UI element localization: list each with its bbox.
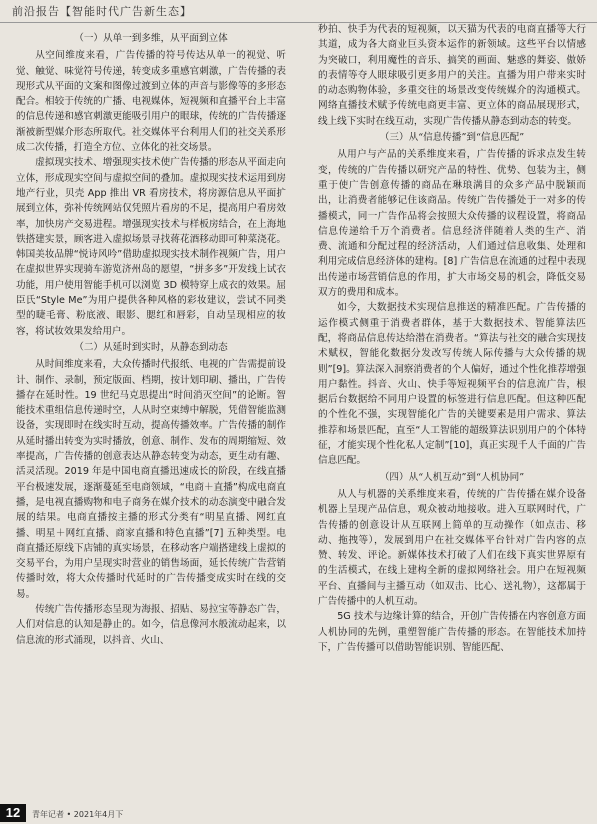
paragraph: 传统广告传播形态呈现为海报、招贴、易拉宝等静态广告，人们对信息的认知是静止的。如今，信息像河水般流动起来，以信息流的形式涌现，以抖音、火山、 xyxy=(16,603,286,646)
journal-info: 青年记者 • 2021年4月下 xyxy=(32,810,124,819)
page-number: 12 xyxy=(0,804,26,822)
paragraph: 从空间维度来看，广告传播的符号传达从单一的视觉、听觉、触觉、味觉符号传递，转变成多重感官刺激，广告传播的表现形式从平面的文案和图像过渡到立体的声音与影像等的多形态配合。相较于传统的广播、电视媒体，短视频和直播平台上丰富的信息传递和感官刺激更能吸引用户的眼球，传统的广告传播逐渐被新型媒介形态所取代。社交媒体平台利用人们的社交关系形成二次传播，打造全方位、立体化的社交场景。 xyxy=(16,50,286,154)
page-header xyxy=(0,0,597,23)
section-heading: （二）从延时到实时，从静态到动态 xyxy=(74,341,228,353)
section-heading: （一）从单一到多维，从平面到立体 xyxy=(74,33,228,44)
paragraph: 虚拟现实技术、增强现实技术使广告传播的形态从平面走向立体，形成现实空间与虚拟空间的叠加。虚拟现实技术运用到房地产行业，贝壳 App 推出 VR 看房技术，将房源信息从平面扩展到立体，弥补传统网站仅凭照片看房的不足，提高用户看房效率，加快房产交易进程。增强现实技术与样板房结合，在上海地铁搭建实景，顾客进入虚拟场景寻找蒋花酒移动即可种菜浇花。韩国美妆品牌“悦诗风吟”借助虚拟现实技术制作视频广告，用户在虚拟世界实现骑车游览济州岛的愿望，“拼多多”开发线上试衣功能，用户使用智能手机可以浏览 3D 模特穿上成衣的效果。屈臣氏“Style Me”为用户提供各种风格的彩妆建议，尝试不同类型的睫毛膏、粉底液、眼影、腮红和唇彩，自动呈现相应的妆容，将试妆效果发给用户。 xyxy=(16,157,286,337)
paragraph: 5G 技术与边缘计算的结合，开创广告传播在内容创意方面人机协同的先例，重塑智能广告传播的形态。在智能技术加持下，广告传播可以借助智能识别、智能匹配、 xyxy=(318,611,586,653)
paragraph: 从时间维度来看，大众传播时代报纸、电视的广告需提前设计、制作、录制，预定版面、档期，按计划印刷、播出，广告传播存在延时性。19 世纪马克思提出“时间消灭空间”的论断。智能技术重组信息传递时空，人从时空束缚中解脱，凭借智能监测设备，实现即时在线实时互动，提高传播效率。广告传播的制作从延时播出转变为实时播放，创意、制作、发布的周期缩短、效率提高，广告传播的创意表达从静态转变为动态，更生动有趣、活灵活现。2019 年是中国电商直播迅速成长的阶段，在线直播平台极速发展，逐渐蔓延至电商领域，“电商＋直播”构成电商直播，是电视直播购物和电子商务在媒介技术的动态演变中融合发展的结果。电商直播按主播的形式分类有“明星直播、网红直播、明星＋网红直播、商家直播和特色直播”[7] 五种类型。电商直播还原线下店铺的真实场景，在移动客户端搭建线上虚拟的交易平台，为用户呈现实时营业的销售场面，延长传统广告营销传播时效，将大众传播时代延时的广告传播变成实时在线的交易。 xyxy=(16,359,286,600)
section-heading: （四）从“人机互动”到“人机协同” xyxy=(379,471,525,483)
left-column xyxy=(16,30,286,648)
section-heading: （三）从“信息传播”到“信息匹配” xyxy=(379,132,525,144)
running-head: 前沿报告【智能时代广告新生态】 xyxy=(12,5,192,18)
paragraph: 如今，大数据技术实现信息推送的精准匹配。广告传播的运作模式侧重于消费者群体，基于大数据技术、智能算法匹配，将商品信息传达给潜在消费者。“算法与社交的融合实现技术赋权，智能化数据分发改写传统人际传播与大众传播的规则”[9]。算法深入洞察消费者的个人偏好，通过个性化推荐增强用户黏性。抖音、火山、快手等短视频平台的信息流广告，根据后台数据给不同用户设置的标签进行信息匹配。但这种匹配的个性化不强，实现智能化广告的关键要素是用户需求、算法推荐和场景匹配，直至“人工智能的超级算法识别用户的个体特征，才能实现个性化私人定制”[10]，真正实现千人千面的广告信息匹配。 xyxy=(318,302,586,467)
paragraph: 从用户与产品的关系维度来看，广告传播的诉求点发生转变，传统的广告传播以研究产品的特性、优势、包装为主，侧重于使广告创意传播的商品在琳琅满目的众多产品中脱颖而出，让消费者能够记住该商品。传统广告传播处于一对多的传播模式，同一广告作品将会按照大众传播的议程设置，将商品信息传递给千万个消费者。信息经济伴随着人类的生产、消费、流通和分配过程的经济活动，人们通过信息收集、处理和利用完成信息经济体的建构。[8] 广告信息在流通的过程中表现出传递市场营销信息的作用，扩大市场交易的机会，降低交易双方的费用和成本。 xyxy=(318,149,586,299)
paragraph: 秒拍、快手为代表的短视频，以天猫为代表的电商直播等大行其道，成为各大商业巨头资本运作的新领域。这些平台以情感为突破口，利用魔性的音乐、搞笑的画面、魅惑的舞姿、傲娇的表情等夺人眼球吸引更多用户的关注。直播为用户带来实时的动态购物体验，多重交往的场景改变传统媒介的沟通模式。网络直播技术赋予传统电商更丰富、更立体的商品展现形式，线上线下实时在线互动，实现广告传播从静态到动态的转变。 xyxy=(318,24,586,127)
paragraph: 从人与机器的关系维度来看，传统的广告传播在媒介设备机器上呈现产品信息，观众被动地接收。进入互联网时代，广告传播的创意设计从互联网上简单的互动操作（如点击、移动、拖拽等），发展到用户在社交媒体平台针对广告内容的点赞、转发、评论。新媒体技术打破了人们在线下真实世界原有的生活模式，在线上建构全新的虚拟网络社会。用户在短视频平台、直播间与主播互动（如双击、比心、送礼物），这都属于广告传播中的人机互动。 xyxy=(318,488,586,607)
page-footer xyxy=(0,804,597,824)
right-column xyxy=(318,22,586,655)
